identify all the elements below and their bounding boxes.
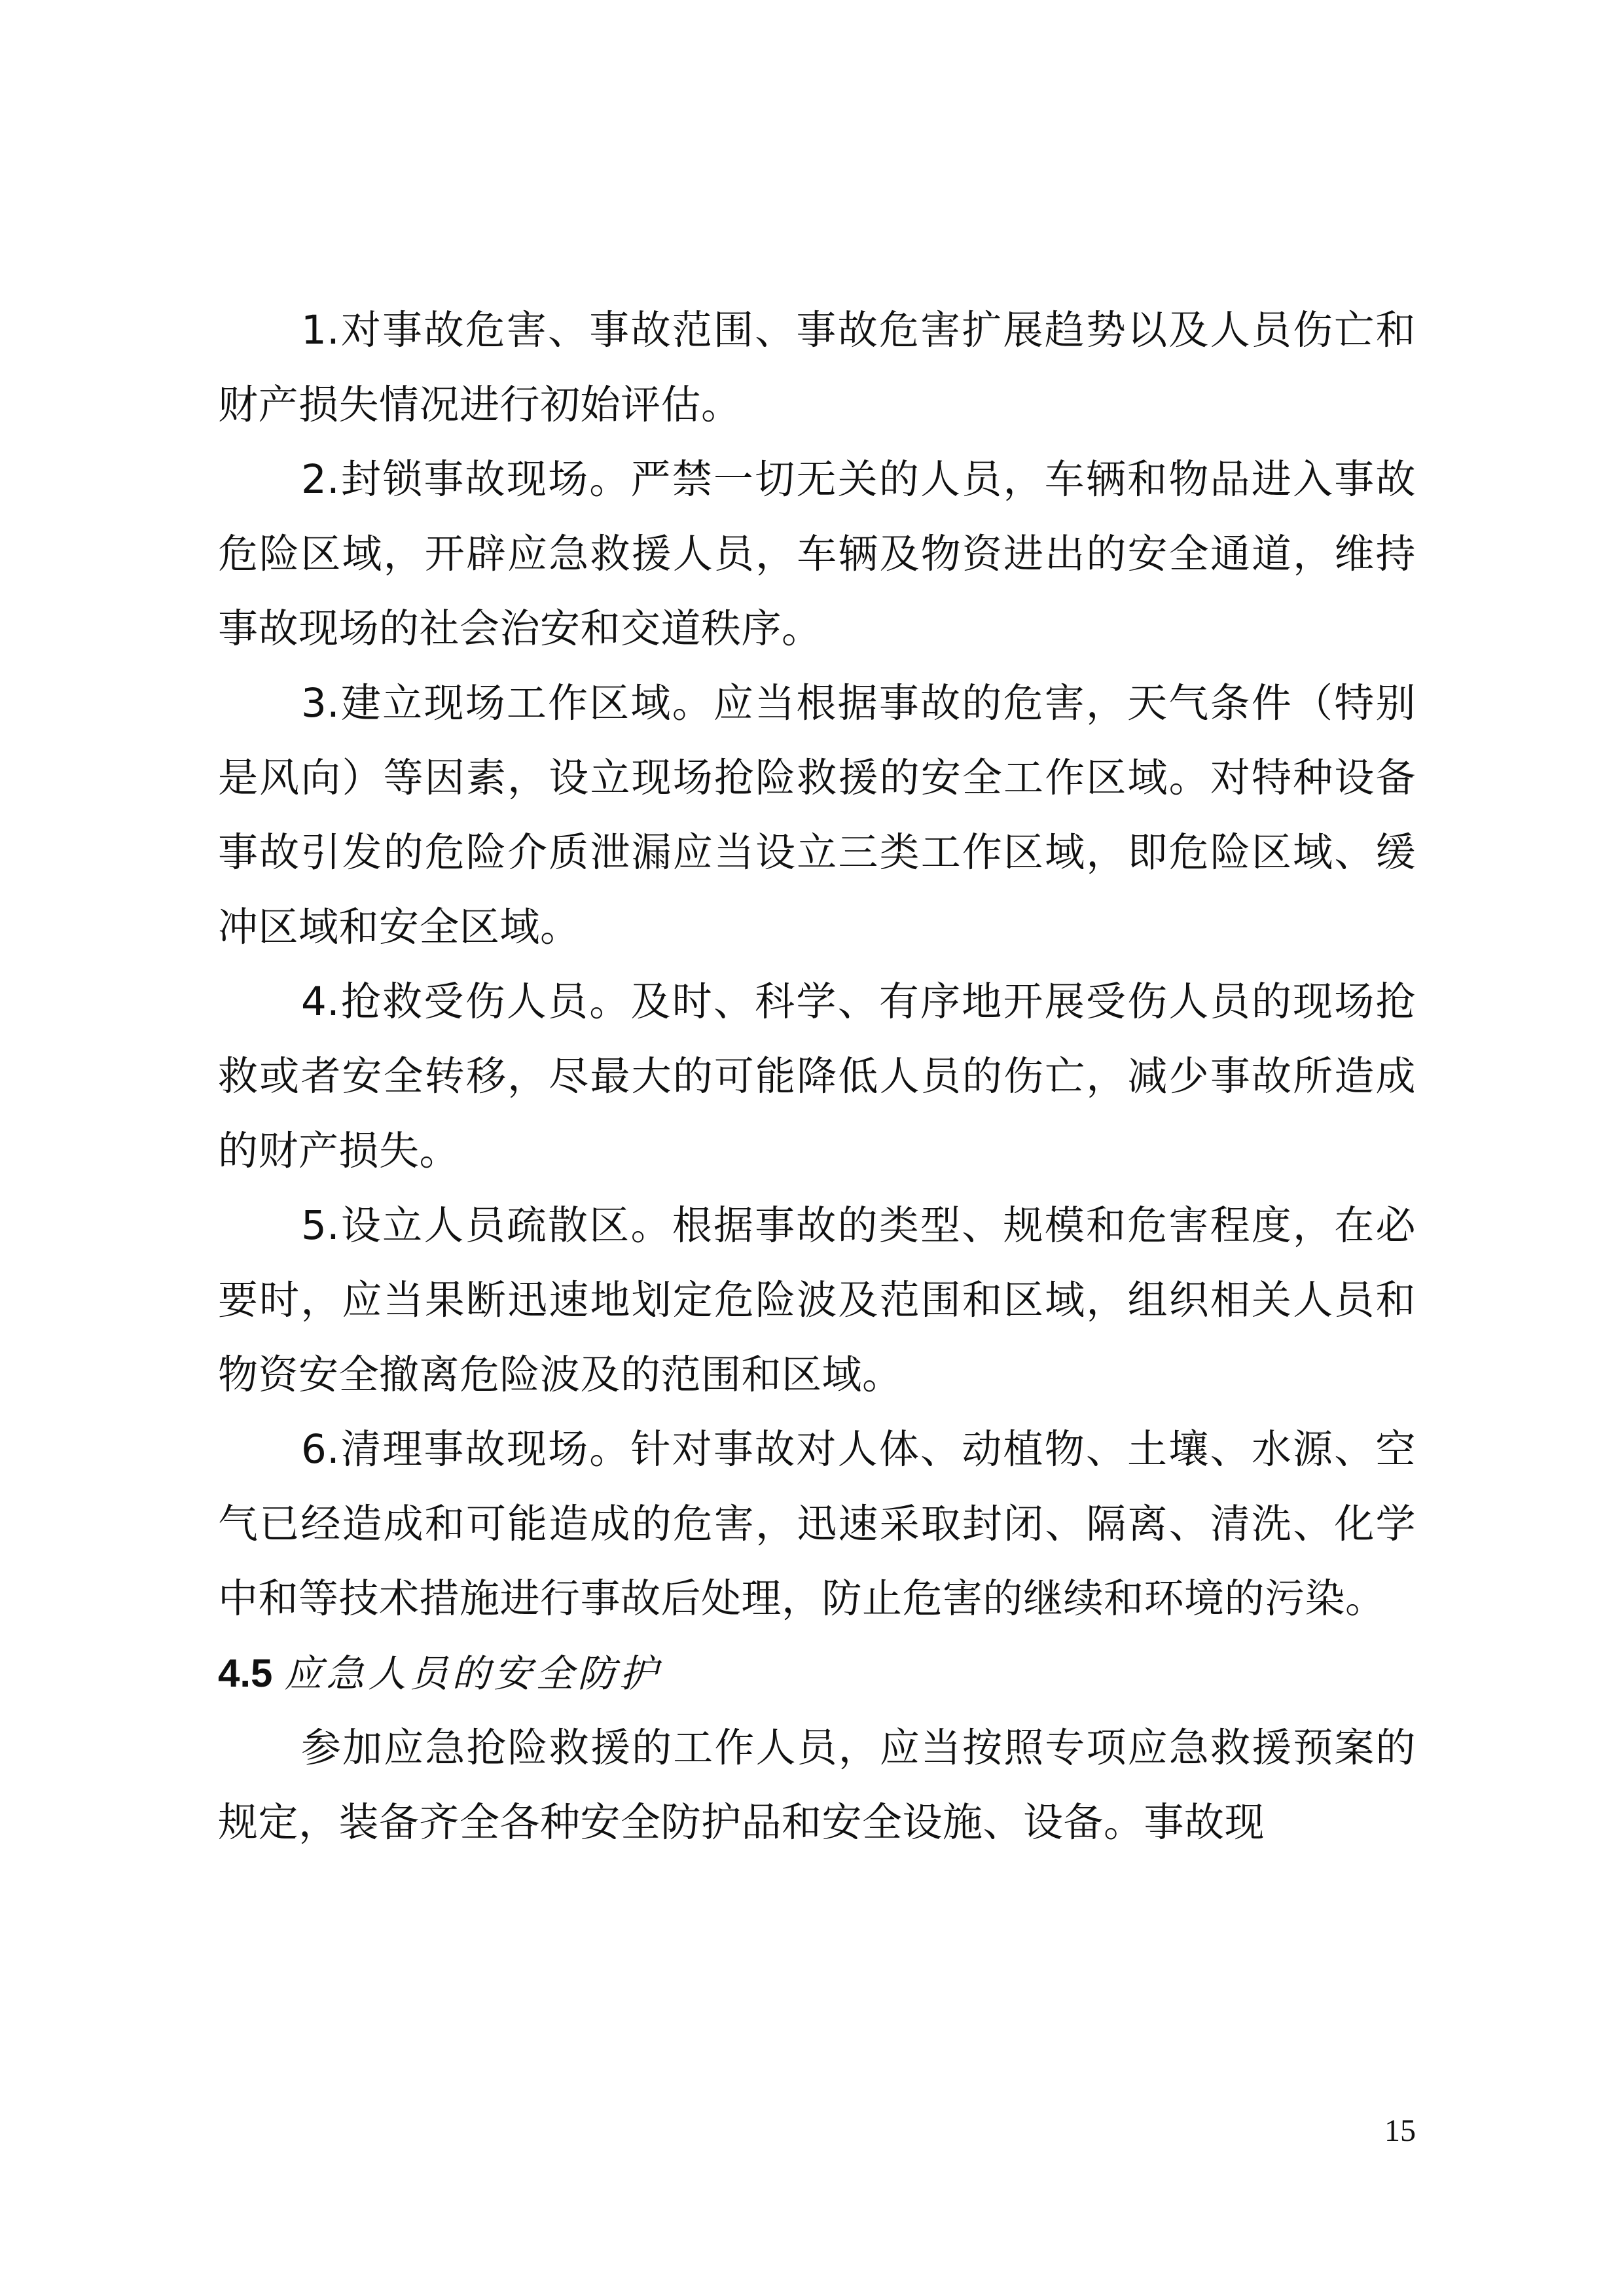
paragraph-item-4: 4.抢救受伤人员。及时、科学、有序地开展受伤人员的现场抢救或者安全转移，尽最大的可能降低人员的伤亡，减少事故所造成的财产损失。: [218, 978, 1416, 1174]
paragraph-item-1: 1.对事故危害、事故范围、事故危害扩展趋势以及人员伤亡和财产损失情况进行初始评估。: [218, 307, 1416, 428]
section-heading: [218, 1636, 1416, 1711]
paragraph-item-5: 5.设立人员疏散区。根据事故的类型、规模和危害程度，在必要时，应当果断迅速地划定危险波及范围和区域，组织相关人员和物资安全撤离危险波及的范围和区域。: [218, 1202, 1416, 1398]
section-number: 4.5: [218, 1651, 273, 1695]
paragraph-item-6: 6.清理事故现场。针对事故对人体、动植物、土壤、水源、空气已经造成和可能造成的危害，迅速采取封闭、隔离、清洗、化学中和等技术措施进行事故后处理，防止危害的继续和环境的污染。: [218, 1426, 1416, 1622]
paragraph-item-2: 2.封锁事故现场。严禁一切无关的人员，车辆和物品进入事故危险区域，开辟应急救援人员，车辆及物资进出的安全通道，维持事故现场的社会治安和交道秩序。: [218, 456, 1416, 652]
page-body: [218, 293, 1416, 1860]
paragraph-section-intro: 参加应急抢险救援的工作人员，应当按照专项应急救援预案的规定，装备齐全各种安全防护品和安全设施、设备。事故现: [218, 1725, 1416, 1846]
paragraph-item-3: 3.建立现场工作区域。应当根据事故的危害，天气条件（特别是风向）等因素，设立现场抢险救援的安全工作区域。对特种设备事故引发的危险介质泄漏应当设立三类工作区域，即危险区域、缓冲区域和安全区域。: [218, 680, 1416, 950]
page-number: 15: [1384, 2113, 1416, 2148]
section-title: 应急人员的安全防护: [284, 1651, 662, 1696]
